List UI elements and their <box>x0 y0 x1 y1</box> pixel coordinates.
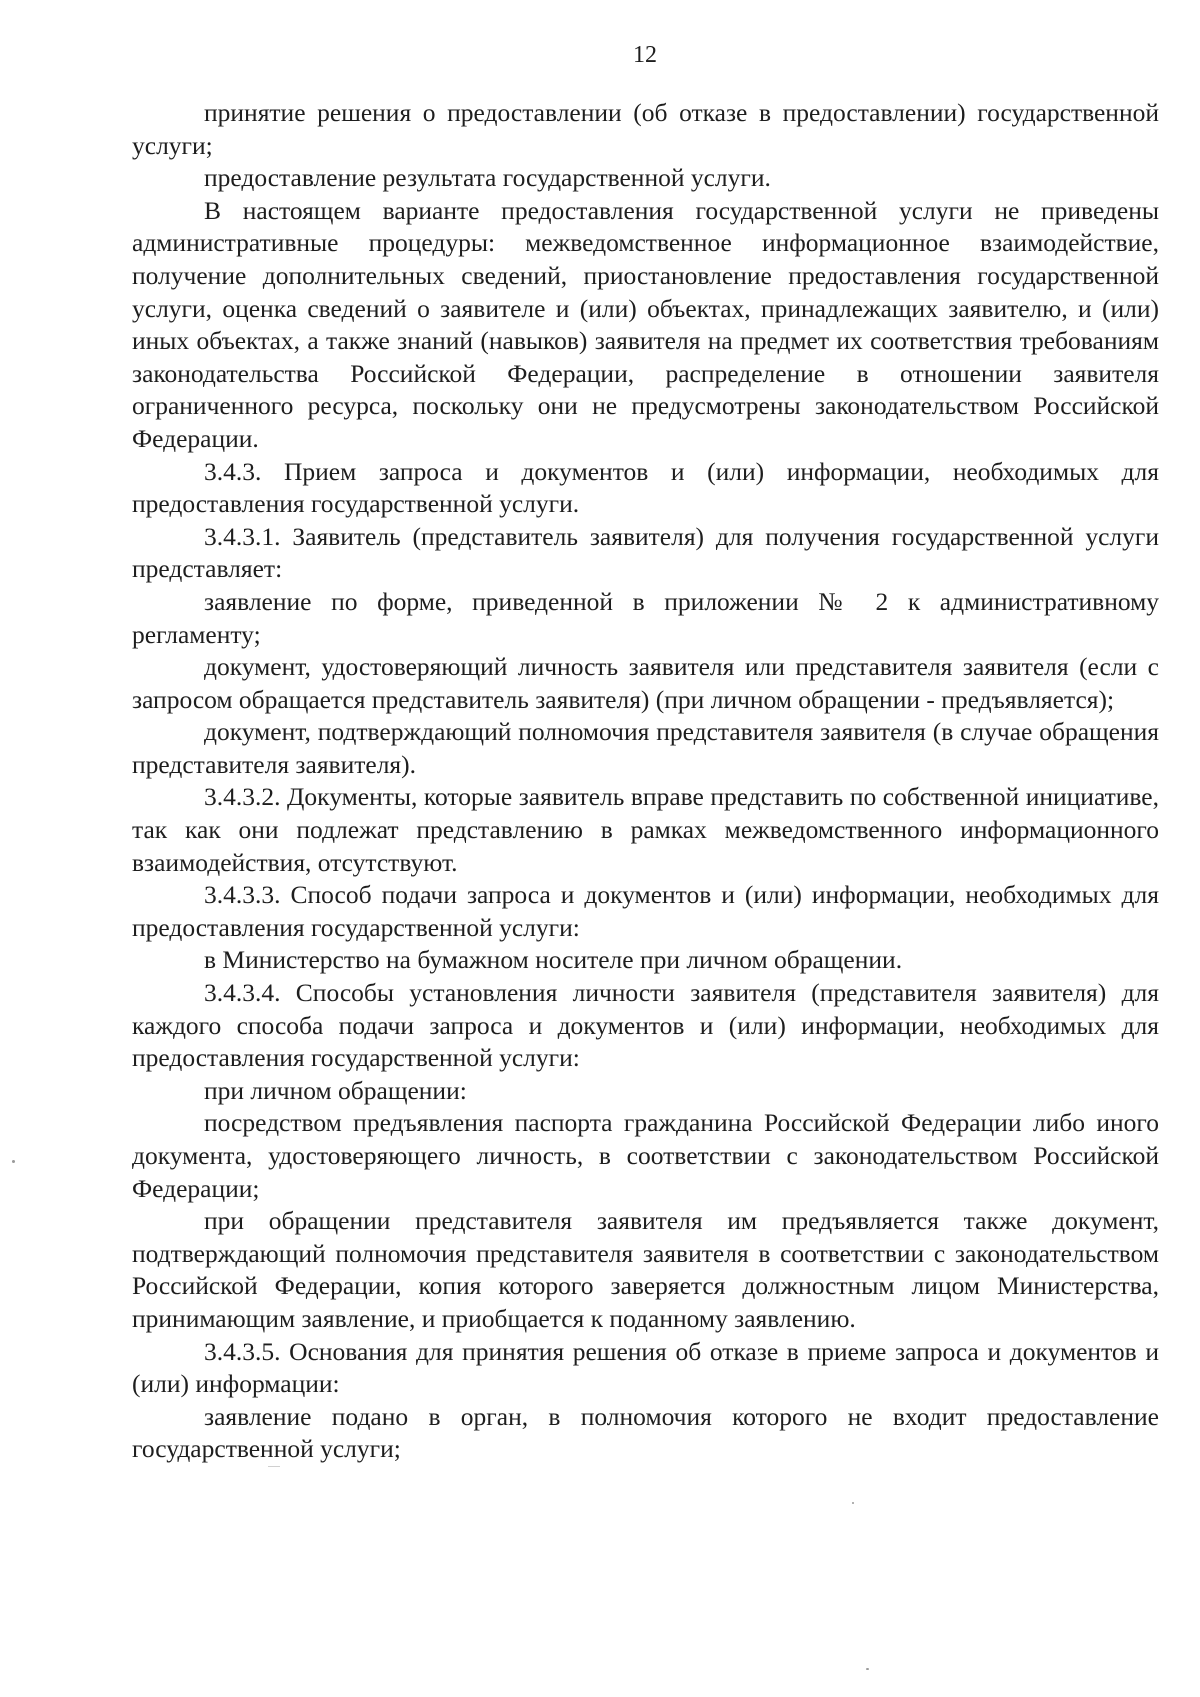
scan-speck <box>268 1466 280 1467</box>
paragraph-decision-item: принятие решения о предоставлении (об отказе в предоставлении) государственной услуги; <box>132 98 1159 160</box>
document-body <box>132 97 1159 1466</box>
list-item-personal-visit: при личном обращении: <box>204 1075 467 1105</box>
section-3-4-3-3: 3.4.3.3. Способ подачи запроса и документов и (или) информации, необходимых для предоставления государственной услуги: <box>132 880 1159 942</box>
list-item-application-form: заявление по форме, приведенной в приложении № 2 к административному регламенту; <box>132 586 1159 649</box>
scan-speck <box>866 1668 869 1670</box>
scan-speck <box>852 1502 854 1504</box>
section-3-4-3-2: 3.4.3.2. Документы, которые заявитель вправе представить по собственной инициативе, так как они подлежат представлению в рамках межведомственного информационного взаимодействия, отсутствуют. <box>132 782 1159 877</box>
scan-speck <box>12 1160 15 1163</box>
section-3-4-3-heading: 3.4.3. Прием запроса и документов и (или) информации, необходимых для предоставления государственной услуги. <box>132 456 1159 519</box>
paragraph-procedures-not-listed: В настоящем варианте предоставления государственной услуги не приведены административные процедуры: межведомственное информационное взаимодействие, получение дополнительных сведений, приостановление предоставления государственной услуги, оценка сведений о заявителе и (или) объектах, принадлежащих заявителю, и (или) иных объектах, а также знаний (навыков) заявителя на предмет их соответствия требованиям законодательства Российской Федерации, распределение в отношении заявителя ограниченного ресурса, поскольку они не предусмотрены законодательством Российской Федерации. <box>132 195 1159 453</box>
list-item-wrong-authority: заявление подано в орган, в полномочия которого не входит предоставление государственной услуги; <box>132 1401 1159 1464</box>
section-3-4-3-4: 3.4.3.4. Способы установления личности заявителя (представителя заявителя) для каждого способа подачи запроса и документов и (или) информации, необходимых для предоставления государственной услуги: <box>132 978 1159 1073</box>
list-item-paper-submission: в Министерство на бумажном носителе при личном обращении. <box>204 945 903 975</box>
list-item-passport: посредством предъявления паспорта гражданина Российской Федерации либо иного документа, удостоверяющего личность, в соответствии с законодательством Российской Федерации; <box>132 1108 1159 1203</box>
paragraph-result-item: предоставление результата государственной услуги. <box>204 163 771 193</box>
section-3-4-3-5: 3.4.3.5. Основания для принятия решения об отказе в приеме запроса и документов и (или) информации: <box>132 1336 1159 1399</box>
section-3-4-3-1: 3.4.3.1. Заявитель (представитель заявителя) для получения государственной услуги представляет: <box>132 521 1159 584</box>
list-item-identity-document: документ, удостоверяющий личность заявителя или представителя заявителя (если с запросом обращается представитель заявителя) (при личном обращении - предъявляется); <box>132 652 1159 714</box>
list-item-representative: при обращении представителя заявителя им предъявляется также документ, подтверждающий полномочия представителя заявителя в соответствии с законодательством Российской Федерации, копия которого заверяется должностным лицом Министерства, принимающим заявление, и приобщается к поданному заявлению. <box>132 1206 1159 1333</box>
page-number: 12 <box>633 42 657 68</box>
list-item-authority-document: документ, подтверждающий полномочия представителя заявителя (в случае обращения представителя заявителя). <box>132 717 1159 779</box>
